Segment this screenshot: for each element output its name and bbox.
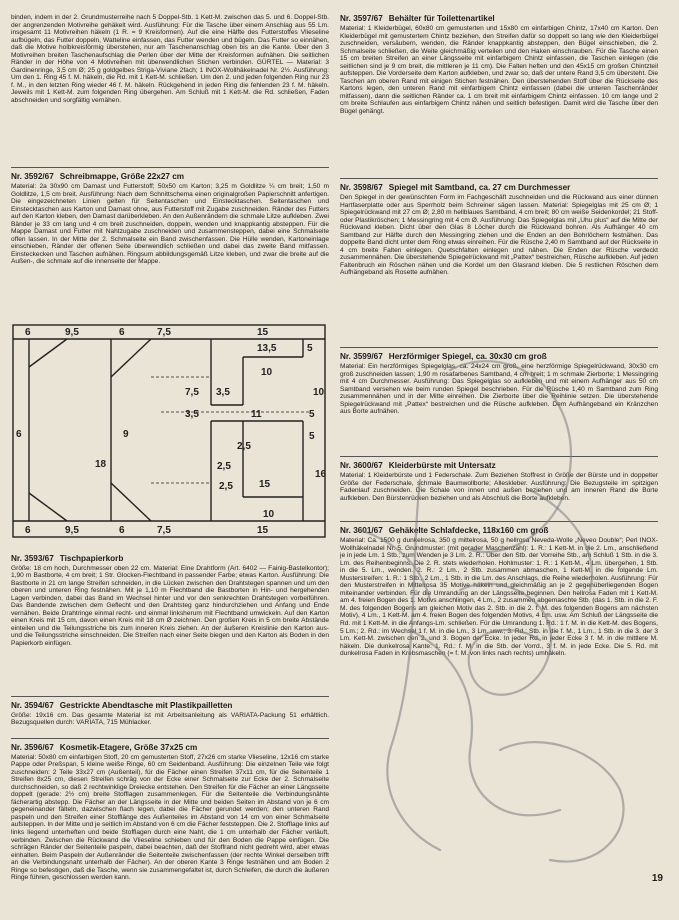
dim-label: 6 <box>25 525 31 536</box>
dim-label: 15 <box>257 327 269 338</box>
dim-label: 2,5 <box>219 481 233 492</box>
section-heading <box>11 701 329 711</box>
section-number: Nr. 3598/67 <box>340 183 383 192</box>
dim-label: 5 <box>307 343 313 354</box>
section-text: Material: 1 Kleiderbürste und 1 Federschale. Zum Beziehen Stoffrest in Größe der Bürste und in doppelter Größe der Federschale, schmale Baumwollborte; Alleskleber. Ausführung: Die Bezugsteile im spitzigen Fadenlauf zuschneiden. Die Schale von innen und außen beziehen und am inneren Rand die Borte aufkleben. Den Bürstenrücken beziehen und als Abschluß die Borte aufkleben. <box>340 472 658 502</box>
section-title: Herzförmiger Spiegel, ca. 30x30 cm groß <box>388 352 547 361</box>
dim-label: 15 <box>257 525 269 536</box>
section-title: Tischpapierkorb <box>59 553 124 563</box>
section-text: Material: Ca. 1500 g dunkelrosa, 350 g mittelrosa, 50 g hellrosa Neveda-Wolle „Neveo Double“; Perl INOX-Wollhäkelnadel Nr. 5. Grundmuster: (mit gerader Maschenzahl): 1. R.: 1 Kett-M. in die 2. Lm., anschließend je in jede Lm. 1 Stb.; zum Wenden je 3 Lm. 2. R.: Über den Stb. der Vorreihe Stb., am Schluß 1 Stb. in die 3. Lm. des Reihenbeginns. Die 2. R. stets wiederholen. Hohlmuster: 1. R.: 1 Kett-M., 4 Lm. übergehen, 1 Stb. in die 5. Lm., wenden. 2. R.: 2 Lm., 2 Stb. zusammen abmaschen, 1 Kett-M. in die folgende Lm. Musterstreifen: 1. R.: 1 Stb., 2 Lm., 1 Stb. in die Lm. des Anschlags, die Reihe wiederholen. Ausführung: Für den Musterstreifen in Mittelrosa 35 Motive häkeln und gleichmäßig an je 2 gegenüberliegenden Bogen miteinander verbinden. Für die Umrandung an der Längsseite beginnen. Den hellrosa Faden mit 1 Kett-M. am 4. freien Bogen des 1. Motivs anschlingen, 4 Lm., 2 zusammen abgemaschte Stb. (das 1. Stb. in die 2. F. M. des folgenden Bogens am gleichen Motiv das 2. Stb. in die 2. f. M. des folgenden Bogens am nächsten Motiv), 4 Lm., 1 Kett-M. am 4. freien Bogen des folgenden Motivs, 4 Lm. usw. Am Schluß der Längsseite die Rd. mit 1 Kett-M. in die Anfangs-Lm. schließen. Für die Umrandung 1. Rd.: 1 f. M. in die Kett-M. des Bogens, 5 Lm.; 2. Rd.: im Wechsel 1 f. M. in die Lm., 3 Lm. usw.; 3. Rd.: Stb. in die f. M., 1 Lm., 1 Stb. in die 3. der 3 Lm. Kett-M. zwischen den 2. und 3. Bogen der Ecke. In jeder Rd. in jeder Ecke 3 f. M. in die mittlere M. häkeln. Die dunkelrosa Kante: 1. Rd.: f. M. in die Stb. der Vorrd., 3 f. M. in jede Ecke. Die 5. Rd. mit dunkelrosa Faden in Krebsmaschen (= f. M. von links nach rechts) umhäkeln. <box>340 537 658 658</box>
section-text: Material: 1 Kleiderbügel, 60x80 cm gemusterten und 15x80 cm einfarbigen Chintz, 17x40 cm Karton. Den Kleiderbügel mit gemustertem Chintz beziehen, den Streifen dafür so doppelt so lang wie den Kleiderbügel zuschneiden, versäubern, wenden, die Ränder knappkantig absteppen, den Bügel einschieben, die 2. Schmalseite schließen, die Weite gleichmäßig verteilen und den Haken einschrauben. Für die Tasche einen 15 cm breiten Streifen an einer Längsseite mit einfarbigem Chintz einfassen, die Taschen einlegen (die seitlichen sind je 9 cm breit, die mittleren je 11 cm). Die Falten heften und den 45x15 cm großen Chintzteil aufsteppen. Die Vorderseite dem Karton aufkleben, und zwar so, daß der untere Rand 3,5 cm übersteht. Die Taschen am oberen Rand mit einigen Stichen festnähen. Den überstehenden Stoff über die Rückseite des Kartons legen, den unteren Rand mit einfarbigem Chintz einfassen (dabei die unteren Taschenränder mitfassen), dann die seitlichen Ränder ca. 1 cm breit mit einfarbigem Chintz einfassen. 10 cm lange und 2 cm breite Schlaufen aus einfarbigem Chintz nähen und seitlich befestigen. Damit wird die Tasche über den Bügel gehängt. <box>340 25 658 116</box>
section-heading <box>340 14 658 24</box>
dim-label: 11 <box>251 409 262 420</box>
dim-label: 9,5 <box>65 327 79 338</box>
section-heading <box>11 743 329 753</box>
dim-label: 7,5 <box>157 327 171 338</box>
section-number: Nr. 3593/67 <box>11 553 54 563</box>
dim-label: 6 <box>119 327 125 338</box>
section-title: Kosmetik-Etagere, Größe 37x25 cm <box>59 742 198 752</box>
section-title: Schreibmappe, Größe 22x27 cm <box>59 172 185 181</box>
section-title: Gestrickte Abendtasche mit Plastikpailletten <box>59 700 233 710</box>
dim-label: 13,5 <box>257 343 277 354</box>
section-text: Größe: 18 cm hoch, Durchmesser oben 22 cm. Material: Eine Drahtform (Art. 6402 — Fainig-Bastelkontor); 1,90 m Bastborte, 4 cm breit; 1 Str. Glocken-Flechtband in passender Farbe; etwas Karton. Ausführung: Die Bastborte in 21 cm lange Streifen schneiden, in die Lücken zwischen den Drahtstegen spannen und um den oberen und unteren Ring festnähen. Mit je 1,10 m Flechtband die Bastborten in Hin- und hergehenden Lagen verbinden, dabei das Band im Wechsel hinter und vor den senkrechten Drahtstegen vorbeiführen. Das Bandende zwischen dem Geflecht und den Drahtsteg ganz hindurchziehen und Anfang und Ende vernähen. Beide Drahtringe einmal recht- und einmal linksherum mit Flechtband umwickeln. Auf den Karton einen Kreis mit 15 cm, davon einen Kreis mit 18 cm Ø zeichnen. Den großen Kreis in 5 cm breite Abstände einteilen und die Teilungsstriche bis zum inneren Kreis ziehen. An der äußeren Kreislinie den Karton aus- und die Teilungsstriche einschneiden. Die Streifen nach einer Seite biegen und den Karton als Boden in den Papierkorb einfügen. <box>11 564 329 648</box>
dim-label: 7,5 <box>157 525 171 536</box>
dim-label: 6 <box>25 327 31 338</box>
section-text: Material: Ein herzförmiges Spiegelglas, ca. 24x24 cm groß, eine herzförmige Spiegelrückwand, 30x30 cm groß zuschneiden lassen; 1,90 m rosafarbenes Samtband, 4 cm breit; 1 m schmale Zierborte; 1 Messingring mit 4 cm Durchmesser. Ausführung: Das Spiegelglas so aufkleben und mit einem Aufhänger aus 50 cm Samtband versehen wie beim runden Spiegel beschrieben. Für die Rüsche 1,40 m Samtband zum Ring zusammennähen und in der Mitte einreihen. Die Zierborte über die Reihlinie setzen. Die überstehende Spiegelrückwand mit „Pattex“ bestreichen und die Rüsche aufkleben. Dem Aufhängeband ein Kränzchen aus Borte aufnähen. <box>340 363 658 416</box>
section-number: Nr. 3594/67 <box>11 700 54 710</box>
section-text: Größe: 19x16 cm. Das gesamte Material ist mit Arbeitsanleitung als VARIATA-Packung 51 erhältlich. Bezugsquellen durch: VARIATA, 715 Mühlacker. <box>11 711 329 727</box>
dim-label: 18 <box>95 459 107 470</box>
dim-label: 6 <box>16 429 22 440</box>
section-text: Material: 2a 30x90 cm Damast und Futterstoff; 50x50 cm Karton; 3,25 m Goldlitze ¼ cm breit; 1,50 m Goldlitze, 1,5 cm breit. Ausführung: Nach dem Schnittschema einen originalgroßen Papierschnitt anfertigen. Die eingezeichneten Linien gelten für Seitentaschen und Einstecktaschen. Seitentaschen und Einstecktaschen aus Karton und Damast ohne, aus Futterstoff mit Zugabe zuschneiden. Ränder des Futters auf den Karton kleben, den Damast darüberkleben. An den Außenrändern die schmale Litze aufkleben. Zwei Bänder je 33 cm lang und 4 cm breit zuschneiden, doppeln, wenden und knappkantig absteppen. Für die Mappe Damast und Futter mit Nahtzugabe zuschneiden und zusammensteppen, dabei eine Schmalseite offen lassen. In der Mitte der 2. Schmalseite ein Band zwischenfassen. Die Hülle wenden, Kartoneinlage einschieben, Ränder der offenen Seite überwendlich schließen und dabei das zweite Band mitfassen. Einsteckecken und Taschen aufnähen. Ringsum abbildungsgemäß Litze kleben, und zwar die breite auf die Außen-, die schmale auf die innenseite der Mappe. <box>11 183 329 266</box>
section-heading <box>340 526 658 536</box>
section-text: Material: 50x80 cm einfarbigen Stoff, 20 cm gemusterten Stoff, 27x26 cm starke Vlieseline, 12x16 cm starke Pappe oder Preßspan, 5 kleine weiße Ringe, 60 cm Seidenband. Ausführung: Die einzelnen Teile wie folgt zuschneiden: 2 Teile 33x27 cm (Außenteil), für die Fächer einen Streifen 37x11 cm, für die Seitenteile 1 Streifen 8x25 cm, diesen Streifen schräg von der Ecke einer Schmalseite zur Ecke der 2. Schmalseite durchschneiden, so daß 2 rechtwinklige Dreiecke entstehen. Den Streifen für die Fächer an einer Längsseite doppelt (gerade: 2½ cm) breite Stofflagen zusammenlegen. Für die Seitenteile die Verbindungsnähte fächerartig abstepp. Die Fächer an der Längsseite in der Mitte und beiden Seiten im Abstand von je 6 cm gegeneinander fälteln, dazwischen flach legen, dabei die Fächer gerundet werden; den unteren Rand paspeln und den Streifen einer Stofflänge des Außenteiles im Abstand von 14 cm von einer Schmalseite aufsteppen. In der Mitte und je seitlich im Abstand von 6 cm die Fächer feststeppen. Die 2. Stofflage links auf links liegend unterheften und beide Stofflagen durch eine Naht, die 1 cm unterhalb der Fächer verläuft, verbinden. Zwischen die Rückwand die Vlieseline schieben und für den Boden die Pappe einfügen. Die schrägen Ränder der Seitenteile paspeln, dabei beachten, daß der Stoffrand nicht gedreht wird, aber etwas einhalten. Beim Paspeln der Außenränder die Seitenteile zwischenfassen (der rechte Winkel derselben trifft an die Verbindungsnaht unterhalb der Fächer). An der oberen Kante 3 Ringe festnähen und am Boden 2 Ringe so befestigen, daß die Tasche, wenn sie zusammengefaltet ist, durch Schleifen, die durch die äußeren Ringe führen, geschlossen werden kann. <box>11 753 329 882</box>
dim-label: 3,5 <box>185 409 199 420</box>
section-heading <box>340 352 658 362</box>
section-number: Nr. 3592/67 <box>11 172 54 181</box>
dim-label: 9 <box>123 429 129 440</box>
section-heading <box>340 461 658 471</box>
dim-label: 7,5 <box>185 387 199 398</box>
page-number: 19 <box>651 873 663 884</box>
left-column <box>11 14 329 920</box>
section-number: Nr. 3599/67 <box>340 352 383 361</box>
dim-label: 6 <box>119 525 125 536</box>
section-heading <box>340 183 658 193</box>
pattern-diagram <box>11 317 329 545</box>
section-divider <box>11 696 329 697</box>
section-number: Nr. 3596/67 <box>11 742 54 752</box>
dim-label: 15 <box>259 479 271 490</box>
dim-label: 5 <box>309 431 315 442</box>
section-number: Nr. 3600/67 <box>340 461 383 470</box>
dim-label: 9,5 <box>65 525 79 536</box>
dim-label: 16 <box>315 469 327 480</box>
dim-label: 10 <box>313 387 325 398</box>
dim-label: 2,5 <box>237 441 251 452</box>
section-divider <box>11 738 329 739</box>
dim-label: 3,5 <box>216 387 230 398</box>
section-heading <box>11 554 329 564</box>
section-number: Nr. 3597/67 <box>340 14 383 23</box>
section-divider <box>340 456 658 457</box>
dim-label: 10 <box>261 367 273 378</box>
section-title: Behälter für Toilettenartikel <box>388 14 495 23</box>
section-text: Den Spiegel in der gewünschten Form im Fachgeschäft zuschneiden und die Rückwand aus einer dünnen Hartfaserplatte oder aus Sperrholz beim Schreiner sägen lassen. Material: Spiegelglas mit 25 cm Ø; 1 Spiegelrückwand mit 27 cm Ø; 2,80 m hellblaues Samtband, 4 cm breit; 80 cm weiße Seidenkordel; 21 Stoff- oder Plastikröschen; 1 Messingring mit 4 cm Ø. Ausführung: Das Spiegelglas mit „Uhu plus“ auf die Mitte der Rückwand kleben. Dicht über den Glas 8 Löcher durch die Rückwand bohren. Als Aufhänger 40 cm Samtband zur Hälfte durch den Messingring ziehen und die Enden an den Bohrlöchern festnähen. Das doppelte Band dicht unter dem Ring etwas einreihen. Für die Rüsche 2,40 m Samtband auf der Rückseite in 4 cm breite Falten einlegen. Quetschfalten einlegen und nähen. Die Enden der Rüsche verdeckt zusammennähen. Die überstehende Spiegelrückwand mit „Pattex“ bestreichen, Rüsche aufkleben. Auf jeden Faltenbruch ein Röschen nähen und die Kordel um den Glasrand kleben. Die 5 restlichen Röschen dem Aufhängeband als Rosette aufnähen. <box>340 194 658 277</box>
section-title: Gehäkelte Schlafdecke, 118x160 cm groß <box>388 526 549 535</box>
section-heading <box>11 172 329 182</box>
dim-label: 2,5 <box>217 461 231 472</box>
section-divider <box>340 521 658 522</box>
section-title: Spiegel mit Samtband, ca. 27 cm Durchmesser <box>388 183 571 192</box>
section-title: Kleiderbürste mit Untersatz <box>388 461 496 470</box>
right-column <box>340 14 658 839</box>
section-number: Nr. 3601/67 <box>340 526 383 535</box>
dim-label: 5 <box>309 409 315 420</box>
section-divider <box>340 347 658 348</box>
section-divider <box>11 167 329 168</box>
section-divider <box>340 178 658 179</box>
dim-label: 10 <box>263 509 275 520</box>
intro-text: binden, indem in der 2. Grundmusterreihe nach 5 Doppel-Stb. 1 Kett-M. zwischen das 5. und 6. Doppel-Stb. der angrenzenden Motivreihe gehäkelt wird. Ausführung: Für die Tasche über einem Anschlag aus 55 Lm. insgesamt 11 Motivreihen häkeln (1 R. = 9 Kreisformen). Auf die eine Hälfte des Futterstoffes Vlieseline aufbügeln, das Futter doppeln, Watteline einfassen, das Futter wenden und bügeln. Das Futter so einnähen, daß die Motive holbkreisförmig überstehen, nur am Taschenanschlag oben bis an die Kante. Über den 3 Motivreihen breiten Taschenaufschlag die Perlen über der Mitte der Kreisformen aufnähen. Die seitlichen Ränder in der Höhe von 4 Motivreihen mit überwendlichen Stichen verbinden. GÜRTEL — Material: 3 Gardinenringe, 3,5 cm Ø; 25 g goldgelbes Striga-Viviane 2fach; 1 INOX-Wollhäkelnadel Nr. 2½. Ausführung: Um den 1. Ring 45 f. M. häkeln, die Rd. mit 1 Kett-M. schließen. Um den 2. und jeden folgenden Ring nur 23 f. M., in den letzten Ring wieder 46 f. M. häkeln. Rückgehend in jeden Ring die fehlenden 23 f. M. häkeln. Jeweils mit 1 Kett-M. zum folgenden Ring übergehen. Am Schluß mit 1 Kett-M. die Rd. schließen, Faden abschneiden und sorgfältig vernähen. <box>11 14 329 105</box>
